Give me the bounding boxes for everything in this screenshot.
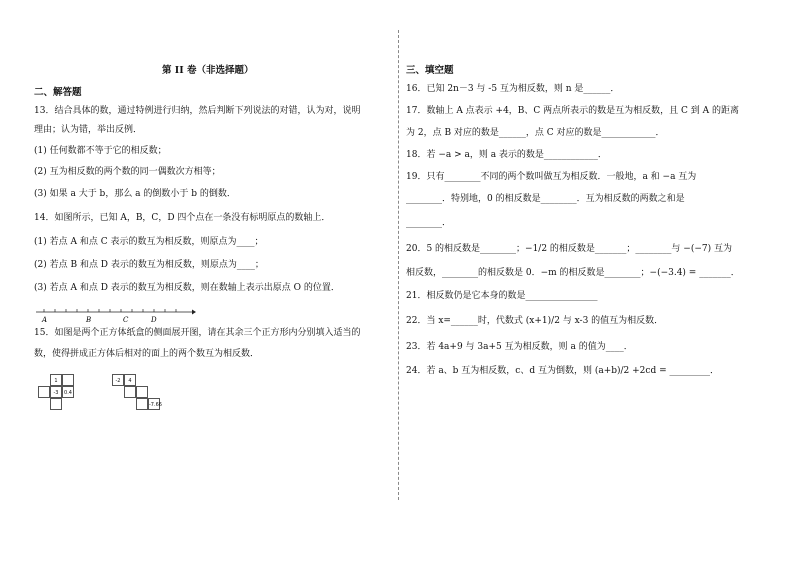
q13-line2: 理由；认为错，举出反例．: [34, 125, 143, 135]
q14-sub3: (3) 若点 A 和点 D 表示的数互为相反数，则在数轴上表示出原点 O 的位置．: [34, 283, 340, 293]
q13-sub3: (3) 如果 a 大于 b，那么 a 的倒数小于 b 的倒数．: [34, 189, 236, 199]
q21: 21．相反数仍是它本身的数是________________: [406, 291, 598, 301]
net2-cell-empty: [136, 398, 148, 410]
axis-label-a: A: [42, 316, 48, 324]
q15-line1: 15．如图是两个正方体纸盒的侧面展开图，请在其余三个正方形内分别填入适当的: [34, 328, 361, 338]
net1-cell: -3: [50, 386, 62, 398]
part-title: 第 II 卷（非选择题）: [162, 65, 254, 76]
q14-sub1: (1) 若点 A 和点 C 表示的数互为相反数，则原点为____；: [34, 237, 264, 247]
q14-line1: 14．如图所示，已知 A，B，C，D 四个点在一条没有标明原点的数轴上．: [34, 213, 331, 223]
net2-cell-empty: [136, 386, 148, 398]
axis-label-c: C: [123, 316, 129, 324]
q16: 16．已知 2n－3 与 -5 互为相反数，则 n 是______．: [406, 84, 620, 94]
net2-cell-empty: [124, 386, 136, 398]
q19-line1: 19．只有________不同的两个数叫做互为相反数．一般地，a 和 −a 互为: [406, 172, 697, 182]
section-heading-answer: 二、解答题: [34, 87, 82, 98]
q17-line1: 17．数轴上 A 点表示 +4，B、C 两点所表示的数是互为相反数，且 C 到 A 的距离: [406, 106, 739, 116]
section-heading-fill: 三、填空题: [406, 65, 454, 76]
q13-line1: 13．结合具体的数，通过特例进行归纳，然后判断下列说法的对错，认为对，说明: [34, 106, 361, 116]
column-divider: [398, 30, 399, 500]
q23: 23．若 4a+9 与 3a+5 互为相反数，则 a 的值为____．: [406, 342, 633, 352]
q20-line1: 20．5 的相反数是________；−1/2 的相反数是_______；________与 −(−7) 互为: [406, 244, 732, 254]
q18: 18．若 −a > a，则 a 表示的数是____________．: [406, 150, 607, 160]
q22: 22．当 x=______时，代数式 (x+1)/2 与 x-3 的值互为相反数．: [406, 316, 664, 326]
q19-line3: ________．: [406, 218, 452, 228]
q13-sub2: (2) 互为相反数的两个数的同一偶数次方相等；: [34, 167, 221, 177]
net1-cell-empty: [62, 374, 74, 386]
net1-cell: 1: [50, 374, 62, 386]
net1-cell-empty: [38, 386, 50, 398]
q20-line2: 相反数，________的相反数是 0．−m 的相反数是________；−(−3.4) = _______．: [406, 268, 740, 278]
net1-cell: 0.4: [62, 386, 74, 398]
net2-cell: -2: [112, 374, 124, 386]
q15-line2: 数，使得拼成正方体后相对的面上的两个数互为相反数．: [34, 349, 260, 359]
q13-sub1: (1) 任何数都不等于它的相反数；: [34, 146, 167, 156]
axis-label-b: B: [86, 316, 92, 324]
q24: 24．若 a、b 互为相反数，c、d 互为倒数，则 (a+b)/2 +2cd = _________．: [406, 366, 719, 376]
number-line-diagram: [36, 308, 196, 324]
q19-line2: ________．特别地，0 的相反数是________．互为相反数的两数之和是: [406, 194, 685, 204]
net1-cell-empty: [50, 398, 62, 410]
net2-cell: 4: [124, 374, 136, 386]
q14-sub2: (2) 若点 B 和点 D 表示的数互为相反数，则原点为____；: [34, 260, 264, 270]
net2-cell: -7.66: [148, 398, 160, 410]
axis-label-d: D: [151, 316, 157, 324]
q17-line2: 为 2，点 B 对应的数是______，点 C 对应的数是____________．: [406, 128, 665, 138]
